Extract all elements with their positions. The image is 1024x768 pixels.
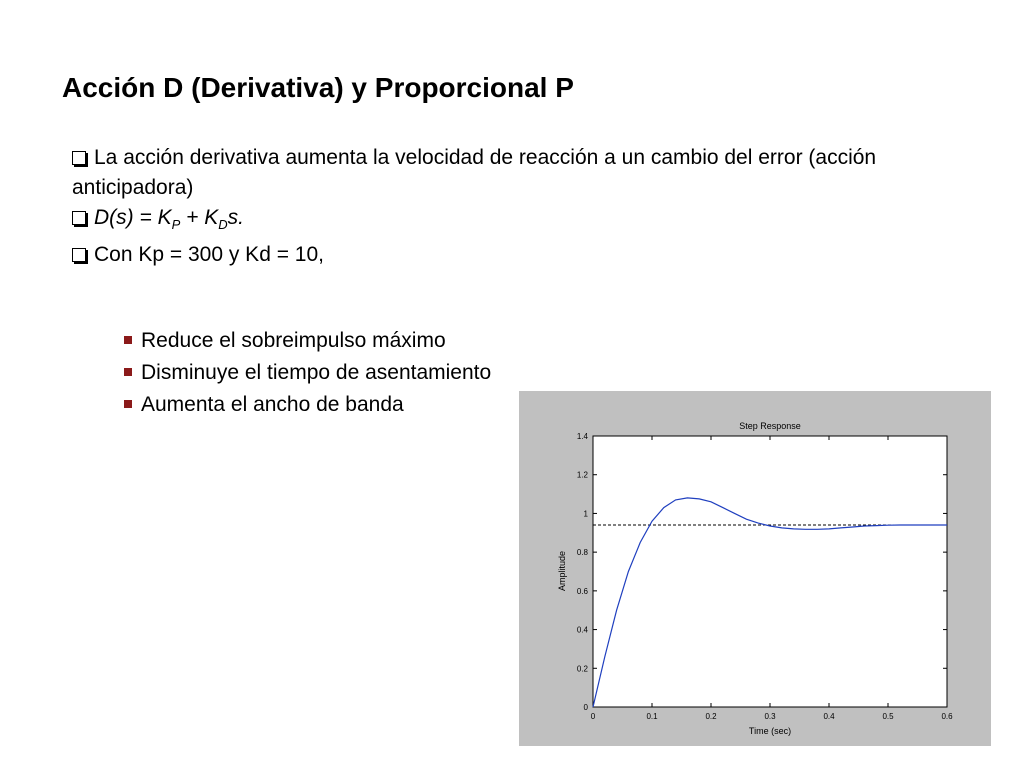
- step-response-chart: [519, 391, 991, 746]
- y-tick-label: 0.6: [576, 586, 588, 596]
- bullet-derivative-action: [72, 143, 992, 203]
- x-tick-label: 0.1: [646, 712, 658, 721]
- effect-item: [124, 325, 491, 357]
- bullet-text: Con Kp = 300 y Kd = 10,: [94, 243, 324, 267]
- bullet-gains: [72, 240, 992, 270]
- effect-text: Reduce el sobreimpulso máximo: [141, 329, 446, 352]
- effect-item: [124, 389, 491, 421]
- square-bullet-icon: [124, 336, 132, 344]
- main-bullet-list: [72, 143, 992, 270]
- x-tick-label: 0.2: [705, 712, 717, 721]
- checkbox-bullet-icon: [72, 211, 86, 225]
- y-tick-label: 0: [583, 703, 588, 712]
- y-tick-label: 1.2: [576, 470, 588, 480]
- y-tick-label: 0.2: [576, 664, 588, 674]
- effects-list: [124, 325, 491, 421]
- x-tick-label: 0.4: [823, 712, 835, 721]
- y-tick-label: 0.4: [576, 625, 588, 635]
- formula-lhs: D(s) = K: [94, 206, 172, 229]
- formula-kd-subscript: D: [218, 217, 228, 233]
- x-tick-label: 0: [590, 712, 596, 721]
- step-response-figure: [519, 391, 991, 746]
- checkbox-bullet-icon: [72, 248, 86, 262]
- y-tick-label: 1.4: [576, 432, 588, 441]
- formula: [94, 206, 244, 233]
- slide-title: Acción D (Derivativa) y Proporcional P: [62, 72, 574, 103]
- x-tick-label: 0.5: [882, 712, 894, 721]
- y-tick-label: 0.8: [576, 548, 588, 558]
- x-tick-label: 0.3: [764, 712, 776, 721]
- effect-text: Aumenta el ancho de banda: [141, 393, 404, 416]
- effect-text: Disminuye el tiempo de asentamiento: [141, 361, 492, 384]
- formula-end: s.: [227, 206, 244, 229]
- checkbox-bullet-icon: [72, 151, 86, 165]
- bullet-text: La acción derivativa aumenta la velocidad de reacción a un cambio del error (acción anticipadora): [72, 146, 877, 199]
- y-tick-label: 1: [583, 509, 588, 519]
- effect-item: [124, 357, 491, 389]
- chart-title: Step Response: [739, 421, 801, 431]
- bullet-formula: [72, 203, 992, 240]
- plot-area: [593, 436, 947, 707]
- x-axis-label: Time (sec): [748, 726, 792, 736]
- formula-kp-subscript: P: [171, 217, 181, 233]
- formula-plus: + K: [180, 206, 219, 229]
- square-bullet-icon: [124, 400, 132, 408]
- x-tick-label: 0.6: [941, 712, 953, 721]
- y-axis-label: Amplitude: [557, 550, 567, 592]
- square-bullet-icon: [124, 368, 132, 376]
